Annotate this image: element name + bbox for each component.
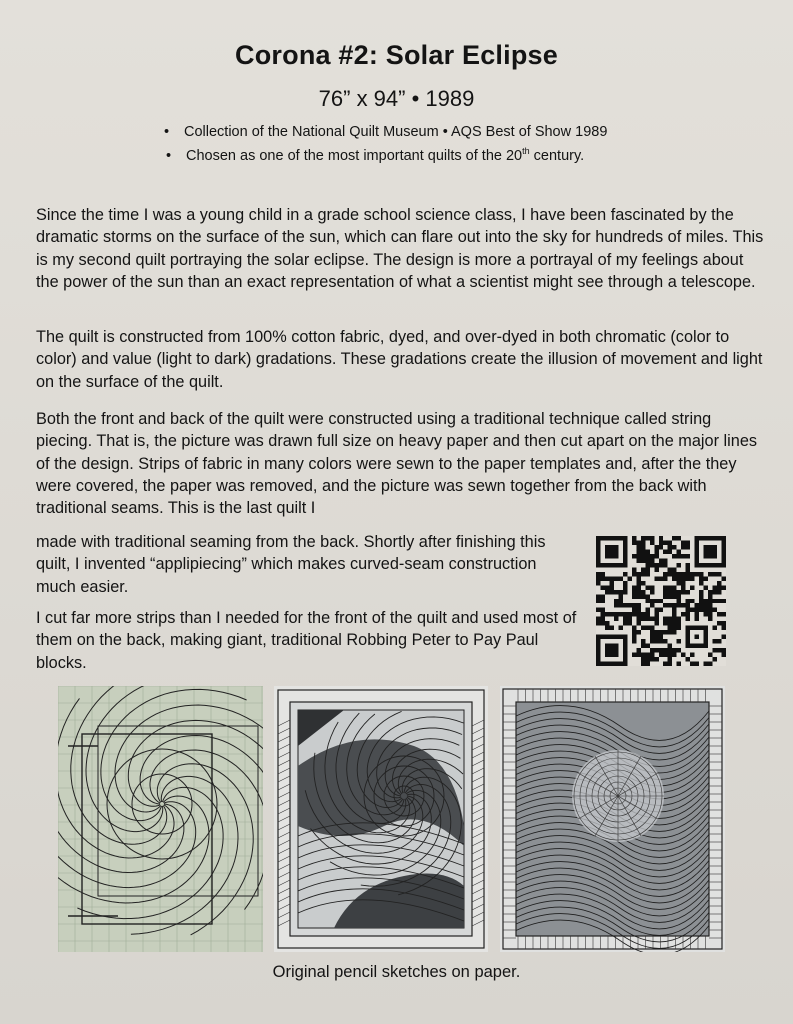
- paragraph-applipiecing: made with traditional seaming from the back. Shortly after finishing this quilt, I invented “applipiecing” which makes curved-seam construction much easier.: [36, 533, 546, 596]
- list-item: [160, 120, 607, 144]
- sketch-spiral-graph-paper: [58, 686, 263, 952]
- dimensions-year: 76” x 94” • 1989: [318, 86, 475, 111]
- sketch-dense-swirl: [500, 686, 725, 952]
- sketch-framed-swirl: [274, 686, 488, 952]
- list-item: [162, 144, 607, 168]
- collection-note: Collection of the National Quilt Museum • AQS Best of Show 1989: [184, 124, 608, 140]
- sketches-caption: Original pencil sketches on paper.: [272, 963, 521, 981]
- century-note-prefix: Chosen as one of the most important quilts of the 20: [186, 148, 523, 164]
- paragraph-construction: Both the front and back of the quilt were constructed using a traditional technique called string piecing. That is, the picture was drawn full size on heavy paper and then cut apart on the major lines of the design. Strips of fabric in many colors were sewn to the paper templates and, after the they were covered, the paper was removed, and the picture was sewn together from the back with traditional seams. This is the last quilt I: [36, 410, 758, 518]
- century-note-suffix: century.: [529, 148, 585, 164]
- qr-code-icon[interactable]: [596, 536, 726, 666]
- paragraph-fabric: The quilt is constructed from 100% cotton fabric, dyed, and over-dyed in both chromatic (color to color) and value (light to dark) gradations. These gradations create the illusion of movement and light on the surface of the quilt.: [36, 328, 763, 391]
- ordinal-suffix: th: [522, 146, 530, 156]
- paragraph-inspiration: Since the time I was a young child in a grade school science class, I have been fascinated by the dramatic storms on the surface of the sun, which can flare out into the sky for hundreds of miles. This is my second quilt portraying the solar eclipse. The design is more a portrayal of my feelings about the power of the sun than an exact representation of what a scientist might see through a telescope.: [36, 206, 764, 291]
- page-title: Corona #2: Solar Eclipse: [235, 40, 558, 70]
- paragraph-back: I cut far more strips than I needed for the front of the quilt and used most of them on the back, making giant, traditional Robbing Peter to Pay Paul blocks.: [36, 609, 577, 672]
- highlights-list: [160, 120, 607, 168]
